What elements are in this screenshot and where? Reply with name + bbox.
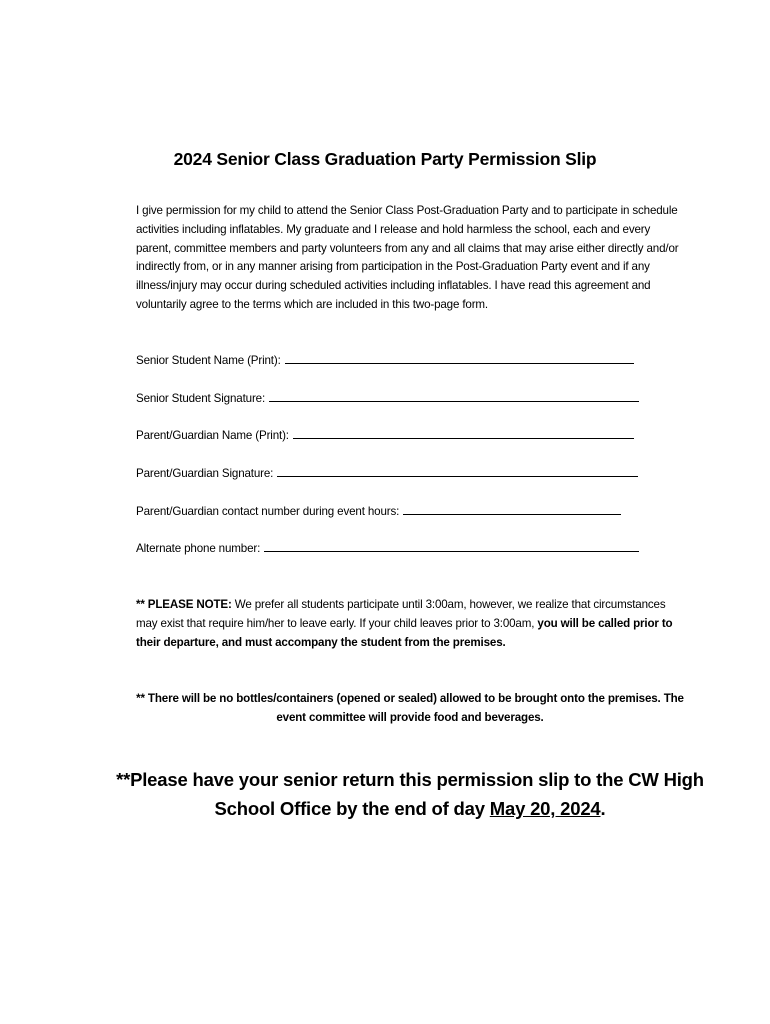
containers-note: ** There will be no bottles/containers (opened or sealed) allowed to be brought onto the premises. The event committee will provide food and beverages. — [136, 692, 684, 724]
parent-name-field[interactable] — [136, 428, 634, 442]
senior-name-blank[interactable] — [285, 353, 634, 364]
senior-signature-field[interactable] — [136, 391, 639, 405]
parent-name-blank[interactable] — [293, 428, 634, 439]
senior-signature-blank[interactable] — [269, 391, 639, 402]
senior-name-label: Senior Student Name (Print): — [136, 354, 281, 367]
senior-name-field[interactable] — [136, 353, 634, 367]
return-notice-text: **Please have your senior return this permission slip to the CW High School Office by the end of day — [116, 769, 704, 819]
please-note-prefix: ** PLEASE NOTE: — [136, 598, 232, 611]
return-date: May 20, 2024 — [489, 798, 601, 819]
permission-paragraph: I give permission for my child to attend the Senior Class Post-Graduation Party and to participate in schedule activities including inflatables. My graduate and I release and hold harmless the school, each and every parent, committee members and party volunteers from any and all claims that may arise either directly and/or indirectly from, or in any manner arising from participation in the Post-Graduation Party event and if any illness/injury may occur during scheduled activities including inflatables. I have read this agreement and voluntarily agree to the terms which are included in this two-page form. — [136, 204, 679, 311]
parent-signature-blank[interactable] — [277, 466, 638, 477]
parent-signature-label: Parent/Guardian Signature: — [136, 467, 274, 480]
page-title: 2024 Senior Class Graduation Party Permission Slip — [173, 149, 597, 169]
return-notice-end: . — [600, 798, 606, 819]
contact-number-label: Parent/Guardian contact number during event hours: — [136, 505, 400, 518]
please-note-text: We prefer all students participate until 3:00am, however, we realize that circumstances may exist that require him/her to leave early. If your child leaves prior to 3:00am, — [136, 598, 666, 630]
return-notice — [110, 765, 710, 823]
parent-name-label: Parent/Guardian Name (Print): — [136, 429, 289, 442]
alternate-phone-blank[interactable] — [264, 541, 639, 552]
alternate-phone-field[interactable] — [136, 541, 639, 555]
contact-number-field[interactable] — [136, 504, 621, 518]
contact-number-blank[interactable] — [403, 504, 621, 515]
please-note — [136, 595, 684, 652]
alternate-phone-label: Alternate phone number: — [136, 542, 261, 555]
parent-signature-field[interactable] — [136, 466, 638, 480]
please-note-bold: you will be called prior to their departure, and must accompany the student from the premises. — [136, 617, 673, 649]
senior-signature-label: Senior Student Signature: — [136, 392, 266, 405]
